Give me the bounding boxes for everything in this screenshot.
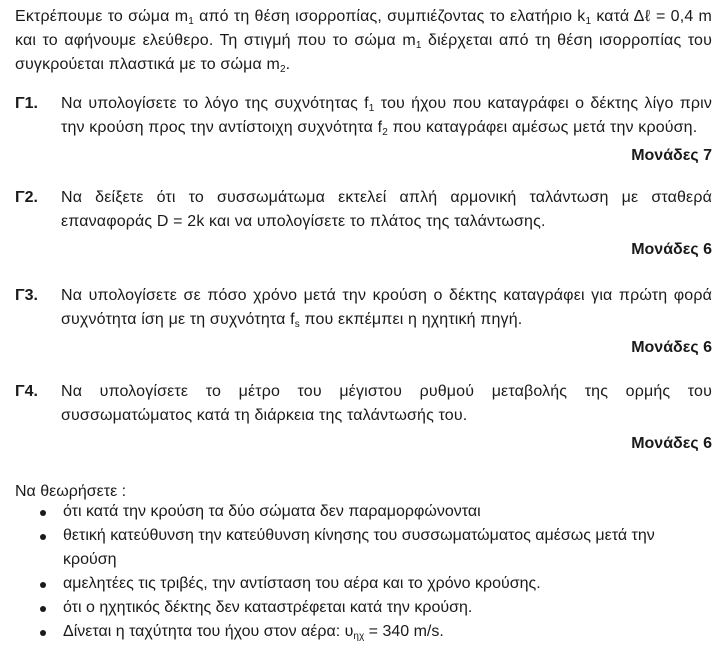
subscript: s bbox=[294, 319, 300, 330]
subscript: 1 bbox=[188, 16, 194, 27]
subscript: 2 bbox=[382, 127, 388, 138]
consider-heading: Να θεωρήσετε : bbox=[15, 483, 127, 500]
list-item bbox=[40, 572, 700, 596]
question-label: Γ1. bbox=[15, 95, 38, 112]
subscript: 1 bbox=[585, 16, 592, 27]
list-item-text: Δίνεται η ταχύτητα του ήχου στον αέρα: υ bbox=[63, 623, 354, 640]
question-text bbox=[61, 284, 712, 332]
question-text: Να υπολογίσετε το μέτρο του μέγιστου ρυθμού μεταβολής της ορμής του συσσωματώματος κατά τη διάρκεια της ταλάντωσής του. bbox=[61, 383, 712, 424]
assumptions-list bbox=[40, 500, 700, 644]
question-label: Γ3. bbox=[15, 287, 38, 304]
text: του ήχου που καταγράφει ο δέκτης λίγο πριν την κρούση προς την αντίστοιχη συχνότητα f bbox=[61, 95, 712, 136]
intro-text: από τη θέση ισορροπίας, συμπιέζοντας το ελατήριο k bbox=[193, 8, 586, 25]
list-item bbox=[40, 524, 700, 572]
list-item-text: = 340 m/s. bbox=[364, 623, 444, 640]
question-g4 bbox=[15, 380, 712, 456]
intro-text: διέρχεται από τη θέση ισορροπίας του συγκρούεται πλαστικά με το σώμα m bbox=[15, 32, 713, 73]
intro-text: Εκτρέπουμε το σώμα m bbox=[15, 8, 189, 25]
question-g1 bbox=[15, 92, 712, 168]
list-item-text: θετική κατεύθυνση την κατεύθυνση κίνησης του συσσωματώματος αμέσως μετά την κρούση bbox=[63, 527, 655, 568]
subscript: 1 bbox=[415, 40, 422, 51]
bullet-icon bbox=[40, 630, 46, 636]
question-label: Γ4. bbox=[15, 383, 38, 400]
subscript: ηχ bbox=[353, 631, 365, 642]
intro-text: κατά Δℓ = 0,4 m και το αφήνουμε ελεύθερο. Τη στιγμή που το σώμα m bbox=[15, 8, 713, 49]
list-item bbox=[40, 596, 700, 620]
question-text: Να δείξετε ότι το συσσωμάτωμα εκτελεί απλή αρμονική ταλάντωση με σταθερά επαναφοράς D = 2k και να υπολογίσετε το πλάτος της ταλάντωσης. bbox=[61, 189, 712, 230]
list-item bbox=[40, 500, 700, 524]
bullet-icon bbox=[40, 606, 46, 612]
list-item-text: ότι κατά την κρούση τα δύο σώματα δεν παραμορφώνονται bbox=[63, 503, 481, 520]
intro-paragraph bbox=[15, 5, 712, 77]
subscript: 2 bbox=[279, 64, 286, 75]
text: που καταγράφει αμέσως μετά την κρούση. bbox=[387, 119, 698, 136]
points-label: Μονάδες 7 bbox=[631, 147, 712, 164]
bullet-icon bbox=[40, 534, 46, 540]
question-text bbox=[61, 92, 712, 140]
question-g3 bbox=[15, 284, 712, 360]
text: που εκπέμπει η ηχητική πηγή. bbox=[299, 311, 523, 328]
intro-text: . bbox=[285, 56, 291, 73]
bullet-icon bbox=[40, 582, 46, 588]
points-label: Μονάδες 6 bbox=[631, 339, 712, 356]
list-item-text: αμελητέες τις τριβές, την αντίσταση του αέρα και το χρόνο κρούσης. bbox=[63, 575, 541, 592]
points-label: Μονάδες 6 bbox=[631, 435, 712, 452]
bullet-icon bbox=[40, 510, 46, 516]
list-item-text: ότι ο ηχητικός δέκτης δεν καταστρέφεται κατά την κρούση. bbox=[63, 599, 473, 616]
points-label: Μονάδες 6 bbox=[631, 241, 712, 258]
text: Να υπολογίσετε σε πόσο χρόνο μετά την κρούση ο δέκτης καταγράφει για πρώτη φορά συχνότητα ίση με τη συχνότητα f bbox=[61, 287, 712, 328]
question-label: Γ2. bbox=[15, 189, 38, 206]
subscript: 1 bbox=[368, 103, 375, 114]
list-item bbox=[40, 620, 700, 644]
question-g2 bbox=[15, 186, 712, 262]
text: Να υπολογίσετε το λόγο της συχνότητας f bbox=[61, 95, 369, 112]
